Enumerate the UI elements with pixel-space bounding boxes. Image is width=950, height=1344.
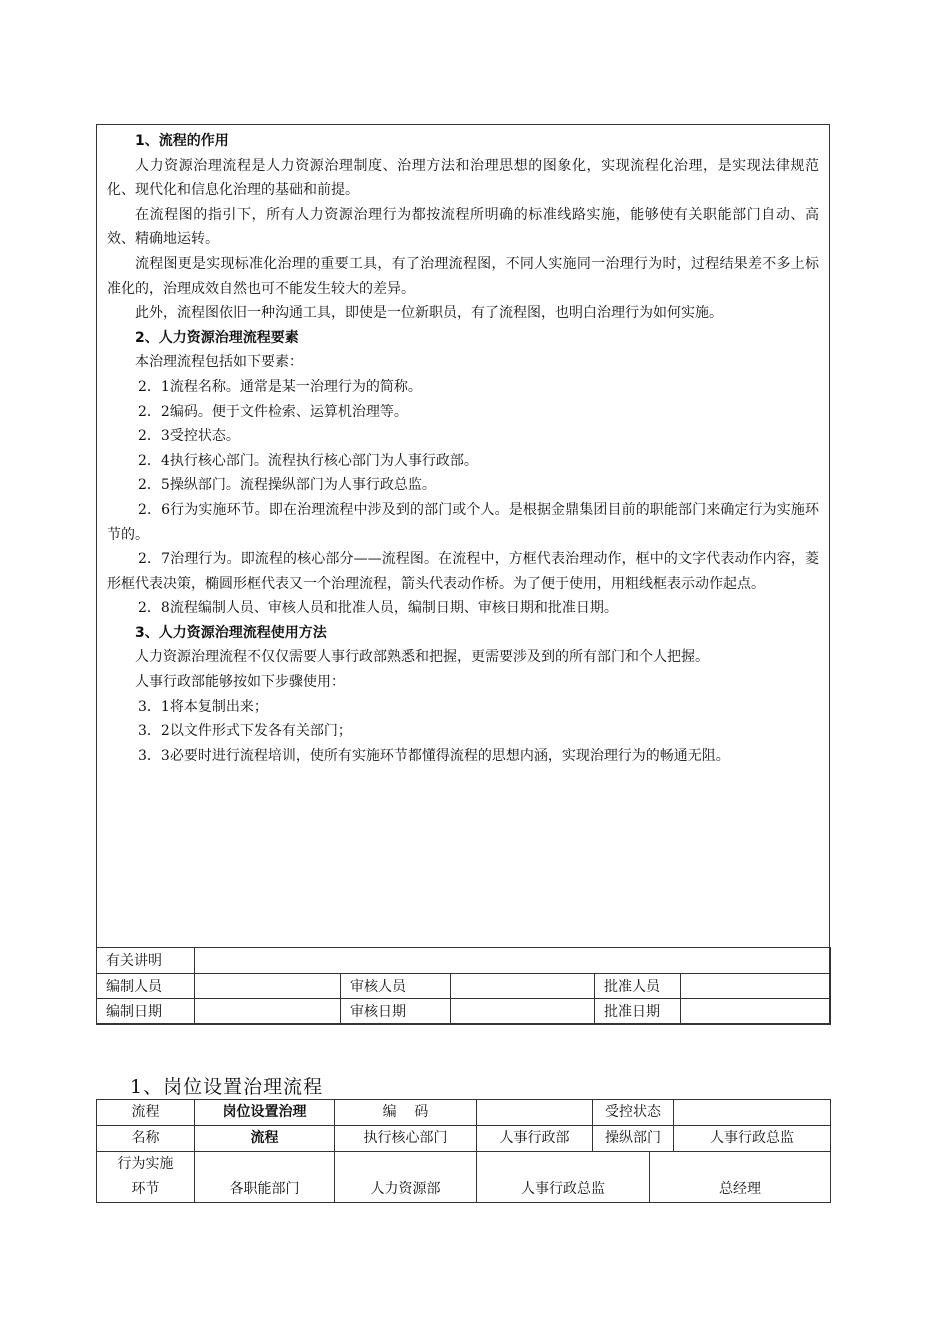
table-row xyxy=(97,999,831,1025)
ctrl-dept-label: 操纵部门 xyxy=(593,1126,674,1152)
section-1-heading: 1、流程的作用 xyxy=(135,133,229,149)
list-item: 2．7治理行为。即流程的核心部分——流程图。在流程中，方框代表治理动作，框中的文字代表动作内容，菱形框代表决策，椭圆形框代表又一个治理流程，箭头代表动作桥。为了便于使用，用粗线框表示动作起点。 xyxy=(107,551,819,592)
main-text-box xyxy=(96,124,830,1024)
list-item: 2．5操纵部门。流程操纵部门为人事行政总监。 xyxy=(138,477,436,494)
table-row xyxy=(97,1100,831,1126)
code-value xyxy=(477,1100,593,1126)
approver-label: 批准人员 xyxy=(595,973,681,999)
approve-date-label: 批准日期 xyxy=(595,999,681,1025)
list-item: 2．3受控状态。 xyxy=(138,428,240,445)
flow-name-label-2: 名称 xyxy=(97,1126,195,1152)
section-3-heading: 3、人力资源治理流程使用方法 xyxy=(135,624,327,641)
control-status-label: 受控状态 xyxy=(593,1100,674,1126)
stage-label xyxy=(97,1152,195,1203)
section-2-heading: 2、人力资源治理流程要素 xyxy=(135,329,299,346)
flow-name-label: 流程 xyxy=(97,1100,195,1126)
list-item: 2．4执行核心部门。流程执行核心部门为人事行政部。 xyxy=(138,452,478,469)
author-date-value xyxy=(195,999,341,1025)
code-label: 编 码 xyxy=(335,1100,477,1126)
paragraph: 在流程图的指引下，所有人力资源治理行为都按流程所明确的标准线路实施，能够使有关职能部门自动、高效、精确地运转。 xyxy=(107,206,819,248)
flow-name-value-2: 流程 xyxy=(195,1126,335,1152)
review-date-value xyxy=(451,999,595,1025)
paragraph: 人事行政部能够按如下步骤使用： xyxy=(135,674,345,691)
ctrl-dept-value: 人事行政总监 xyxy=(674,1126,831,1152)
list-item: 3．3必要时进行流程培训，使所有实施环节都懂得流程的思想内涵，实现治理行为的畅通无阻。 xyxy=(138,747,730,764)
author-date-label: 编制日期 xyxy=(97,999,195,1025)
list-item: 2．8流程编制人员、审核人员和批准人员，编制日期、审核日期和批准日期。 xyxy=(138,600,618,617)
stage-cell: 人力资源部 xyxy=(335,1152,477,1203)
stage-cell: 各职能部门 xyxy=(195,1152,335,1203)
stage-cell: 人事行政总监 xyxy=(477,1152,650,1203)
flow-name-value: 岗位设置治理 xyxy=(195,1100,335,1126)
paragraph: 本治理流程包括如下要素： xyxy=(135,354,303,371)
approve-date-value xyxy=(681,999,831,1025)
table-row xyxy=(97,948,831,974)
stage-label-line-2: 环节 xyxy=(131,1181,160,1197)
paragraph: 流程图更是实现标准化治理的重要工具，有了治理流程图，不同人实施同一治理行为时，过程结果差不多上标准化的，治理成效自然也可不能发生较大的差异。 xyxy=(107,255,819,297)
reviewer-label: 审核人员 xyxy=(341,973,451,999)
list-item: 3．2以文件形式下发各有关部门； xyxy=(138,723,352,740)
table-row xyxy=(97,1126,831,1152)
list-item: 2．6行为实施环节。即在治理流程中涉及到的部门或个人。是根据金鼎集团目前的职能部门来确定行为实施环节的。 xyxy=(107,501,819,543)
review-date-label: 审核日期 xyxy=(341,999,451,1025)
exec-dept-label: 执行核心部门 xyxy=(335,1126,477,1152)
list-item: 3．1将本复制出来； xyxy=(138,698,268,715)
stage-label-line-1: 行为实施 xyxy=(117,1156,174,1172)
paragraph: 此外，流程图依旧一种沟通工具，即使是一位新职员，有了流程图，也明白治理行为如何实施。 xyxy=(135,305,723,322)
list-item: 2．2编码。便于文件检索、运算机治理等。 xyxy=(138,403,408,420)
signoff-table xyxy=(96,947,831,1025)
stage-cell: 总经理 xyxy=(650,1152,831,1203)
paragraph: 人力资源治理流程是人力资源治理制度、治理方法和治理思想的图象化，实现流程化治理，是实现法律规范化、现代化和信息化治理的基础和前提。 xyxy=(107,157,819,199)
document-content xyxy=(97,125,829,768)
notes-label: 有关讲明 xyxy=(97,948,195,974)
reviewer-value xyxy=(451,973,595,999)
table-row xyxy=(97,973,831,999)
author-label: 编制人员 xyxy=(97,973,195,999)
flow-section-title: 1、岗位设置治理流程 xyxy=(130,1076,324,1098)
paragraph: 人力资源治理流程不仅仅需要人事行政部熟悉和把握，更需要涉及到的所有部门和个人把握。 xyxy=(135,649,709,666)
exec-dept-value: 人事行政部 xyxy=(477,1126,593,1152)
flow-header-table xyxy=(96,1099,831,1203)
notes-value xyxy=(195,948,831,974)
list-item: 2．1流程名称。通常是某一治理行为的简称。 xyxy=(138,378,422,395)
table-row xyxy=(97,1152,831,1203)
author-value xyxy=(195,973,341,999)
control-status-value xyxy=(674,1100,831,1126)
approver-value xyxy=(681,973,831,999)
